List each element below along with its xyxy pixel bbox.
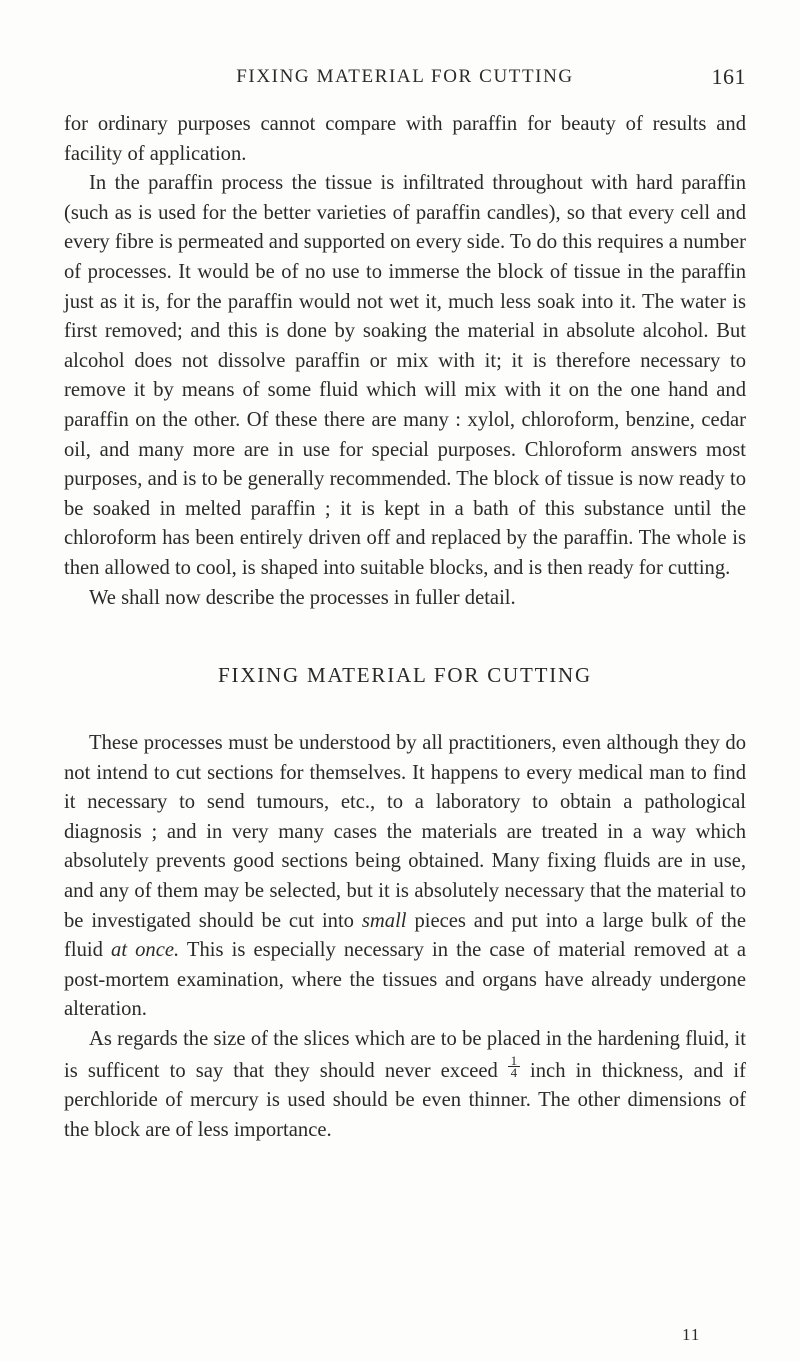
text-block-section [64, 729, 746, 1145]
fraction-quarter [508, 1052, 520, 1080]
italic-small: small [361, 909, 407, 932]
fraction-numerator: 1 [508, 1055, 520, 1067]
text-run: inch in thickness, and if perchloride of mercury is used should be even thinner. The other dimensions of the block are of less importance. [64, 1059, 746, 1141]
text-run: As regards the size of the slices which are to be placed in the hardening fluid, it is sufficent to say that they should never exceed [64, 1027, 746, 1082]
text-run: This is especially necessary in the case of material removed at a post-mortem examination, where the tissues and organs have already undergone alteration. [64, 939, 747, 1021]
fraction-denominator: 4 [510, 1064, 518, 1080]
running-head [64, 62, 746, 92]
paragraph-paraffin-process: In the paraffin process the tissue is infiltrated throughout with hard paraffin (such as is used for the better varieties of paraffin candles), so that every cell and every fibre is permeated and supported on every side. To do this requires a number of processes. It would be of no use to immerse the block of tissue in the paraffin just as it is, for the paraffin would not wet it, much less soak into it. The water is first removed; and this is done by soaking the material in absolute alcohol. But alcohol does not dissolve paraffin or mix with it; it is therefore necessary to remove it by means of some fluid which will mix with it on the one hand and paraffin on the other. Of these there are many : xylol, chloroform, benzine, cedar oil, and many more are in use for special purposes. Chloroform answers most purposes, and is to be generally recommended. The block of tissue is now ready to be soaked in melted paraffin ; it is kept in a bath of this substance until the chloroform has been entirely driven off and replaced by the paraffin. The whole is then allowed to cool, is shaped into suitable blocks, and is then ready for cutting. [64, 172, 746, 579]
signature-mark: 11 [682, 1325, 701, 1344]
text-run: These processes must be understood by all practitioners, even although they do not intend to cut sections for themselves. It happens to every medical man to find it necessary to send tumours, etc., to a laboratory to obtain a pathological diagnosis ; and in very many cases the materials are treated in a way which absolutely prevents good sections being obtained. Many fixing fluids are in use, and any of them may be selected, but it is absolutely necessary that the material to be investigated should be cut into [64, 732, 746, 932]
italic-at-once: at once. [111, 939, 180, 962]
paragraph-slice-size [64, 1025, 746, 1145]
paragraph-practitioners [64, 729, 746, 1025]
text-run: pieces and put into a large bulk of the fluid [64, 909, 746, 962]
paragraph-fuller-detail: We shall now describe the processes in fuller detail. [89, 586, 516, 609]
text-block-top [64, 110, 746, 613]
page-number: 161 [711, 64, 746, 89]
section-heading: FIXING MATERIAL FOR CUTTING [218, 663, 592, 687]
running-title: FIXING MATERIAL FOR CUTTING [236, 66, 574, 87]
paragraph-continuation: for ordinary purposes cannot compare with paraffin for beauty of results and facility of application. [64, 113, 746, 165]
